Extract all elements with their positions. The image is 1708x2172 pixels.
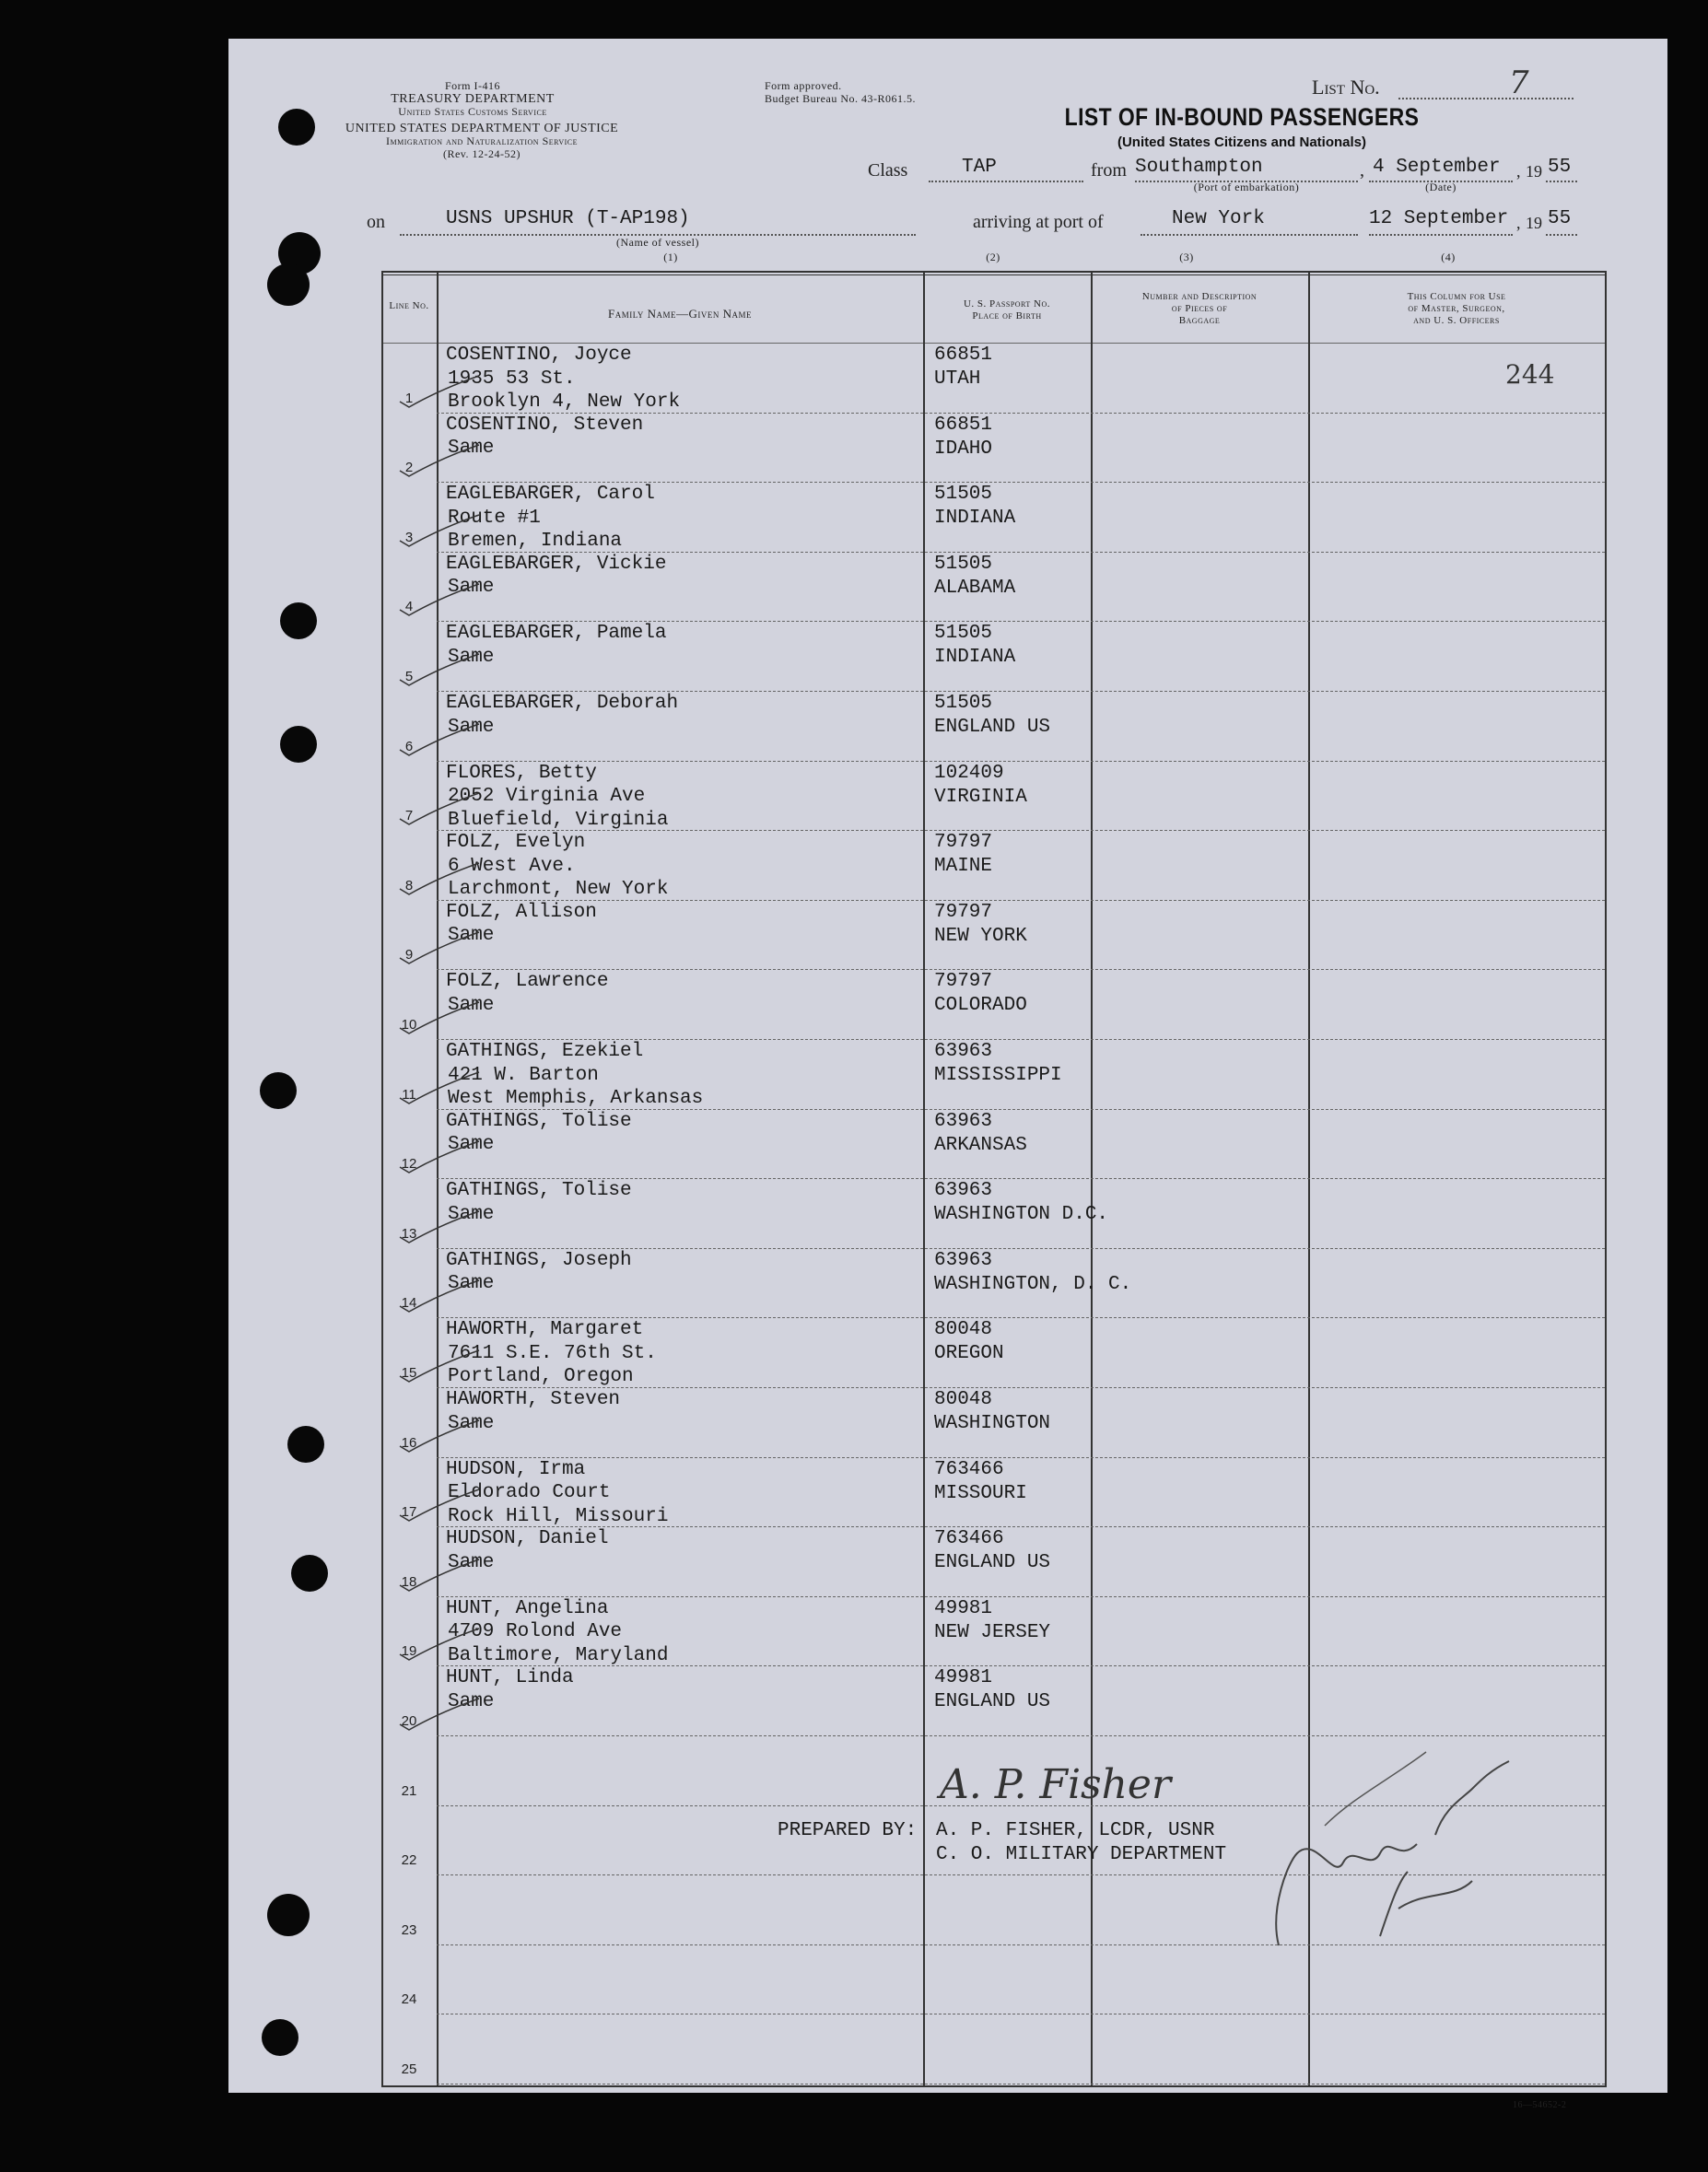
passport-number: 763466 [934,1528,1004,1550]
check-mark-icon [398,791,481,828]
col-head-officers-1: This Column for Use [1407,291,1506,302]
place-of-birth: INDIANA [934,647,1016,669]
passport-number: 763466 [934,1458,1004,1480]
passenger-address: Larchmont, New York [448,879,669,901]
passport-number: 51505 [934,693,993,714]
passport-number: 102409 [934,762,1004,784]
passenger-address: Same [448,438,495,460]
passenger-name: FOLZ, Evelyn [446,832,586,854]
passenger-name: HUDSON, Daniel [446,1528,609,1550]
passenger-address: 1935 53 St. [448,368,576,390]
passenger-address: Bluefield, Virginia [448,809,669,831]
passport-number: 49981 [934,1597,993,1619]
col-head-officers-3: and U. S. Officers [1413,315,1500,326]
col-index-4: (4) [1441,251,1456,263]
passenger-address: Same [448,646,495,668]
row-divider [437,969,1605,970]
check-mark-icon [398,443,481,480]
place-of-birth: ARKANSAS [934,1134,1027,1156]
passenger-address: Same [448,1203,495,1225]
passenger-name: HUNT, Angelina [446,1597,609,1619]
passenger-name: EAGLEBARGER, Carol [446,484,655,506]
place-of-birth: IDAHO [934,438,993,460]
line-number: 23 [401,1921,417,1938]
passenger-address: West Memphis, Arkansas [448,1088,704,1109]
place-of-birth: VIRGINIA [934,786,1027,808]
preparer-department: C. O. MILITARY DEPARTMENT [936,1844,1227,1865]
place-of-birth: WASHINGTON [934,1413,1051,1434]
passenger-address: Route #1 [448,507,541,529]
passport-number: 51505 [934,623,993,645]
line-number: 4 [404,599,414,615]
passenger-address: Eldorado Court [448,1482,611,1504]
place-of-birth: ALABAMA [934,577,1016,599]
document-page: Form I-416 TREASURY DEPARTMENT United States Customs Service UNITED STATES DEPARTMENT OF JUSTICE Immigration and Naturalization Service (Rev. 12-24-52) Form approved. Budget Bureau No. 43-R061.5. List No. 7 LIST OF IN-BOUND PASSENGERS (United States Citizens and Nationals) Class TAP from Southampton (Port of embarkation) , 4 September (Date) , 19 55 on USNS UPSHUR (T-AP198) (Name of vessel) arriving at port of New York 12 September , 19 55 (1) (2) (3) (4) Line No. Family Name—Given Name U. S. Passport No. Place of Birth Number and Description of Pieces of Baggage This Column for Use of Master, Surgeon, and U. S. Officers 1 COSENTINO, Joyce 1935 53 St. Brooklyn 4, New York 66851 UTAH 2 COSENTINO, Steven Same 66851 IDAHO 3 EAGLEBARGER, Carol Route #1 Bremen, Indiana 51505 INDIANA 4 EAGLEBARGER, Vickie Same 51505 ALABAMA 5 EAGLEBARGER, Pamela Same 51505 INDIANA 6 EAGLEBARGER, Deborah Same 51505 ENGLAND US 7 FLORES, Betty 2052 Virginia Ave Bluefield, Virginia 102409 VIRGINIA 8 FOLZ, Evelyn 6 West Ave. Larchmont, New York 79797 MAINE 9 FOLZ, Allison Same 79797 NEW YORK 10 FOLZ, Lawrence Same 79797 COLORADO 11 GATHINGS, Ezekiel 421 W. Barton West Memphis, Arkansas 63963 MISSISSIPPI 12 GATHINGS, Tolise Same 63963 ARKANSAS 13 GATHINGS, Tolise Same 63963 WASHINGTON D.C. 14 GATHINGS, Joseph Same 63963 WASHINGTON, D. C. 15 HAWORTH, Margaret 7611 S.E. 76th St. Portland, Oregon 80048 OREGON 16 HAWORTH, Steven Same 80048 WASHINGTON 17 HUDSON, Irma Eldorado Court Rock Hill, Missouri 763466 MISSOURI 18 HUDSON, Daniel Same 763466 ENGLAND US 19 HUNT, Angelina 4709 Rolond Ave Baltimore, Maryland 49981 NEW JERSEY 20 HUNT, Linda Same 49981 ENGLAND US 21 22 23 24 25 244 PREPARED BY: A. P. FISHER, LCDR, USNR C. O. MILITARY DEPARTMENT A. P. Fisher 16—54652-2 [228,39,1667,2093]
check-mark-icon [398,1070,481,1107]
passenger-name: COSENTINO, Joyce [446,344,632,366]
check-mark-icon [398,1000,481,1037]
row-divider [437,1596,1605,1597]
line-number: 7 [404,808,414,824]
passenger-address: Bremen, Indiana [448,531,623,553]
line-number: 1 [404,390,414,406]
line-number: 22 [401,1852,417,1869]
departure-date: 4 September [1373,157,1501,178]
place-of-birth: MISSISSIPPI [934,1065,1062,1086]
list-no-label: List No. [1312,76,1380,99]
binder-hole [280,602,317,639]
place-of-birth: WASHINGTON, D. C. [934,1273,1132,1295]
preparer-signature: A. P. Fisher [940,1761,1172,1808]
form-revision: (Rev. 12-24-52) [442,147,521,160]
date-caption: (Date) [1425,181,1456,193]
arrival-date: 12 September [1369,208,1509,229]
passenger-address: 7611 S.E. 76th St. [448,1342,657,1364]
passenger-name: EAGLEBARGER, Pamela [446,623,667,645]
place-of-birth: ENGLAND US [934,1552,1051,1574]
passenger-address: 4709 Rolond Ave [448,1621,623,1643]
check-mark-icon [398,722,481,759]
row-divider [437,482,1605,483]
footer-code: 16—54652-2 [1513,2100,1567,2110]
row-divider [437,1039,1605,1040]
from-label: from [1091,160,1127,181]
passenger-name: HUDSON, Irma [446,1458,586,1480]
form-approved: Form approved. [765,79,842,92]
passenger-address: Same [448,925,495,947]
passenger-name: GATHINGS, Tolise [446,1180,632,1202]
binder-hole [291,1555,328,1592]
passport-number: 63963 [934,1180,993,1202]
passenger-name: FOLZ, Allison [446,901,597,923]
line-number: 21 [401,1782,417,1799]
passenger-name: EAGLEBARGER, Vickie [446,553,667,575]
col-index-2: (2) [986,251,1000,263]
year-prefix: 19 [1526,162,1542,181]
passenger-address: Rock Hill, Missouri [448,1505,669,1527]
binder-hole [267,1894,310,1936]
place-of-birth: ENGLAND US [934,717,1051,738]
passenger-address: 421 W. Barton [448,1064,599,1086]
year-prefix-2: 19 [1526,214,1542,232]
col-head-line-no: Line No. [389,300,429,311]
line-number: 5 [404,669,414,684]
binder-hole [260,1072,297,1109]
passport-number: 79797 [934,901,993,923]
list-no-value: 7 [1509,64,1529,101]
passenger-address: Portland, Oregon [448,1366,634,1388]
row-divider [437,761,1605,762]
col-head-passport: U. S. Passport No. [963,298,1051,309]
col-index-1: (1) [663,251,678,263]
col-head-baggage-3: Baggage [1178,315,1221,326]
col-head-name: Family Name—Given Name [608,307,752,321]
port-caption: (Port of embarkation) [1193,181,1300,193]
passenger-address: Same [448,1273,495,1295]
binder-hole [267,263,310,306]
row-divider [437,1248,1605,1249]
line-number: 18 [401,1573,417,1590]
passenger-address: Brooklyn 4, New York [448,391,681,413]
passenger-address: 6 West Ave. [448,855,576,877]
check-mark-icon [398,374,481,411]
passport-number: 63963 [934,1249,993,1271]
line-number: 16 [401,1434,417,1451]
row-divider [437,621,1605,622]
passenger-name: HAWORTH, Margaret [446,1319,644,1341]
row-divider [437,1317,1605,1318]
line-number: 13 [401,1225,417,1242]
place-of-birth: UTAH [934,368,981,390]
check-mark-icon [398,1488,481,1524]
place-of-birth: OREGON [934,1343,1004,1365]
place-of-birth: NEW JERSEY [934,1621,1051,1643]
page-subtitle: (United States Citizens and Nationals) [1117,134,1367,150]
ins-service: Immigration and Naturalization Service [385,134,578,147]
check-mark-icon [398,1627,481,1664]
passport-number: 79797 [934,971,993,993]
line-number: 9 [404,947,414,963]
col-index-3: (3) [1179,251,1194,263]
passenger-name: FLORES, Betty [446,762,597,784]
form-number: Form I-416 [445,79,500,92]
check-mark-icon [398,1279,481,1315]
check-mark-icon [398,582,481,619]
vessel-name: USNS UPSHUR (T-AP198) [446,208,690,229]
line-number: 25 [401,2061,417,2077]
passenger-address: Baltimore, Maryland [448,1644,669,1666]
justice-dept: UNITED STATES DEPARTMENT OF JUSTICE [345,122,619,135]
line-number: 3 [404,529,414,545]
check-mark-icon [398,861,481,898]
passenger-address: Same [448,1551,495,1573]
passenger-name: HUNT, Linda [446,1667,574,1689]
binder-hole [287,1426,324,1463]
on-label: on [367,212,385,232]
line-number: 11 [402,1086,416,1103]
preparer-name: A. P. FISHER, LCDR, USNR [936,1820,1215,1841]
passenger-name: FOLZ, Lawrence [446,971,609,993]
passenger-name: HAWORTH, Steven [446,1389,621,1410]
line-number: 12 [401,1156,417,1173]
passenger-address: Same [448,716,495,738]
passport-number: 49981 [934,1667,993,1689]
col-head-baggage-1: Number and Description [1141,291,1258,302]
class-value: TAP [962,157,997,178]
passport-number: 63963 [934,1110,993,1132]
page-title: LIST OF IN-BOUND PASSENGERS [1064,103,1420,131]
place-of-birth: COLORADO [934,995,1027,1017]
arrival-year: 55 [1548,208,1572,229]
passenger-address: Same [448,1134,495,1156]
check-mark-icon [398,652,481,689]
passport-number: 51505 [934,553,993,575]
check-mark-icon [398,1139,481,1176]
col-head-baggage-2: of Pieces of [1171,303,1228,314]
passenger-name: GATHINGS, Tolise [446,1110,632,1132]
line-number: 10 [401,1017,417,1033]
arriving-label: arriving at port of [973,212,1104,232]
col-head-officers-2: of Master, Surgeon, [1408,303,1505,314]
arrival-port: New York [1172,208,1265,229]
treasury-dept: TREASURY DEPARTMENT [391,92,555,106]
line-number: 2 [404,460,414,476]
line-number: 14 [401,1295,417,1312]
place-of-birth: MISSOURI [934,1482,1027,1504]
passport-number: 80048 [934,1319,993,1341]
passport-number: 80048 [934,1389,993,1410]
binder-hole [262,2019,298,2056]
line-number: 17 [401,1504,417,1521]
passenger-name: GATHINGS, Ezekiel [446,1041,644,1062]
departure-year: 55 [1548,157,1572,178]
passport-number: 79797 [934,832,993,854]
passenger-address: 2052 Virginia Ave [448,786,646,808]
port-of-embarkation: Southampton [1135,157,1263,178]
place-of-birth: ENGLAND US [934,1691,1051,1713]
passenger-name: GATHINGS, Joseph [446,1249,632,1271]
line-number: 24 [401,1991,417,2008]
line-number: 6 [404,738,414,754]
check-mark-icon [398,1697,481,1734]
passenger-name: COSENTINO, Steven [446,414,644,436]
check-mark-icon [398,1558,481,1594]
officer-scribble-icon [1242,1724,1518,1982]
place-of-birth: WASHINGTON D.C. [934,1204,1109,1226]
place-of-birth: INDIANA [934,508,1016,530]
vessel-caption: (Name of vessel) [616,236,699,249]
binder-hole [280,726,317,763]
line-number: 20 [401,1713,417,1729]
passenger-address: Same [448,577,495,599]
row-divider [437,1178,1605,1179]
passenger-address: Same [448,1412,495,1434]
place-of-birth: NEW YORK [934,925,1027,947]
passenger-name: EAGLEBARGER, Deborah [446,693,679,714]
passenger-address: Same [448,994,495,1016]
check-mark-icon [398,513,481,550]
passport-number: 63963 [934,1041,993,1062]
passport-number: 66851 [934,414,993,436]
line-number: 19 [401,1643,417,1660]
customs-service: United States Customs Service [398,105,547,118]
prepared-by-label: PREPARED BY: [778,1820,918,1841]
check-mark-icon [398,1349,481,1385]
passenger-address: Same [448,1690,495,1712]
officer-note: 244 [1505,359,1555,390]
budget-bureau: Budget Bureau No. 43-R061.5. [765,92,916,105]
col-head-birth: Place of Birth [972,310,1042,321]
check-mark-icon [398,930,481,967]
check-mark-icon [398,1419,481,1455]
check-mark-icon [398,1209,481,1246]
line-number: 15 [401,1365,417,1381]
passport-number: 66851 [934,344,993,366]
row-divider [437,691,1605,692]
passport-number: 51505 [934,484,993,506]
line-number: 8 [404,877,414,893]
row-divider [437,1457,1605,1458]
place-of-birth: MAINE [934,856,993,878]
class-label: Class [868,160,908,181]
